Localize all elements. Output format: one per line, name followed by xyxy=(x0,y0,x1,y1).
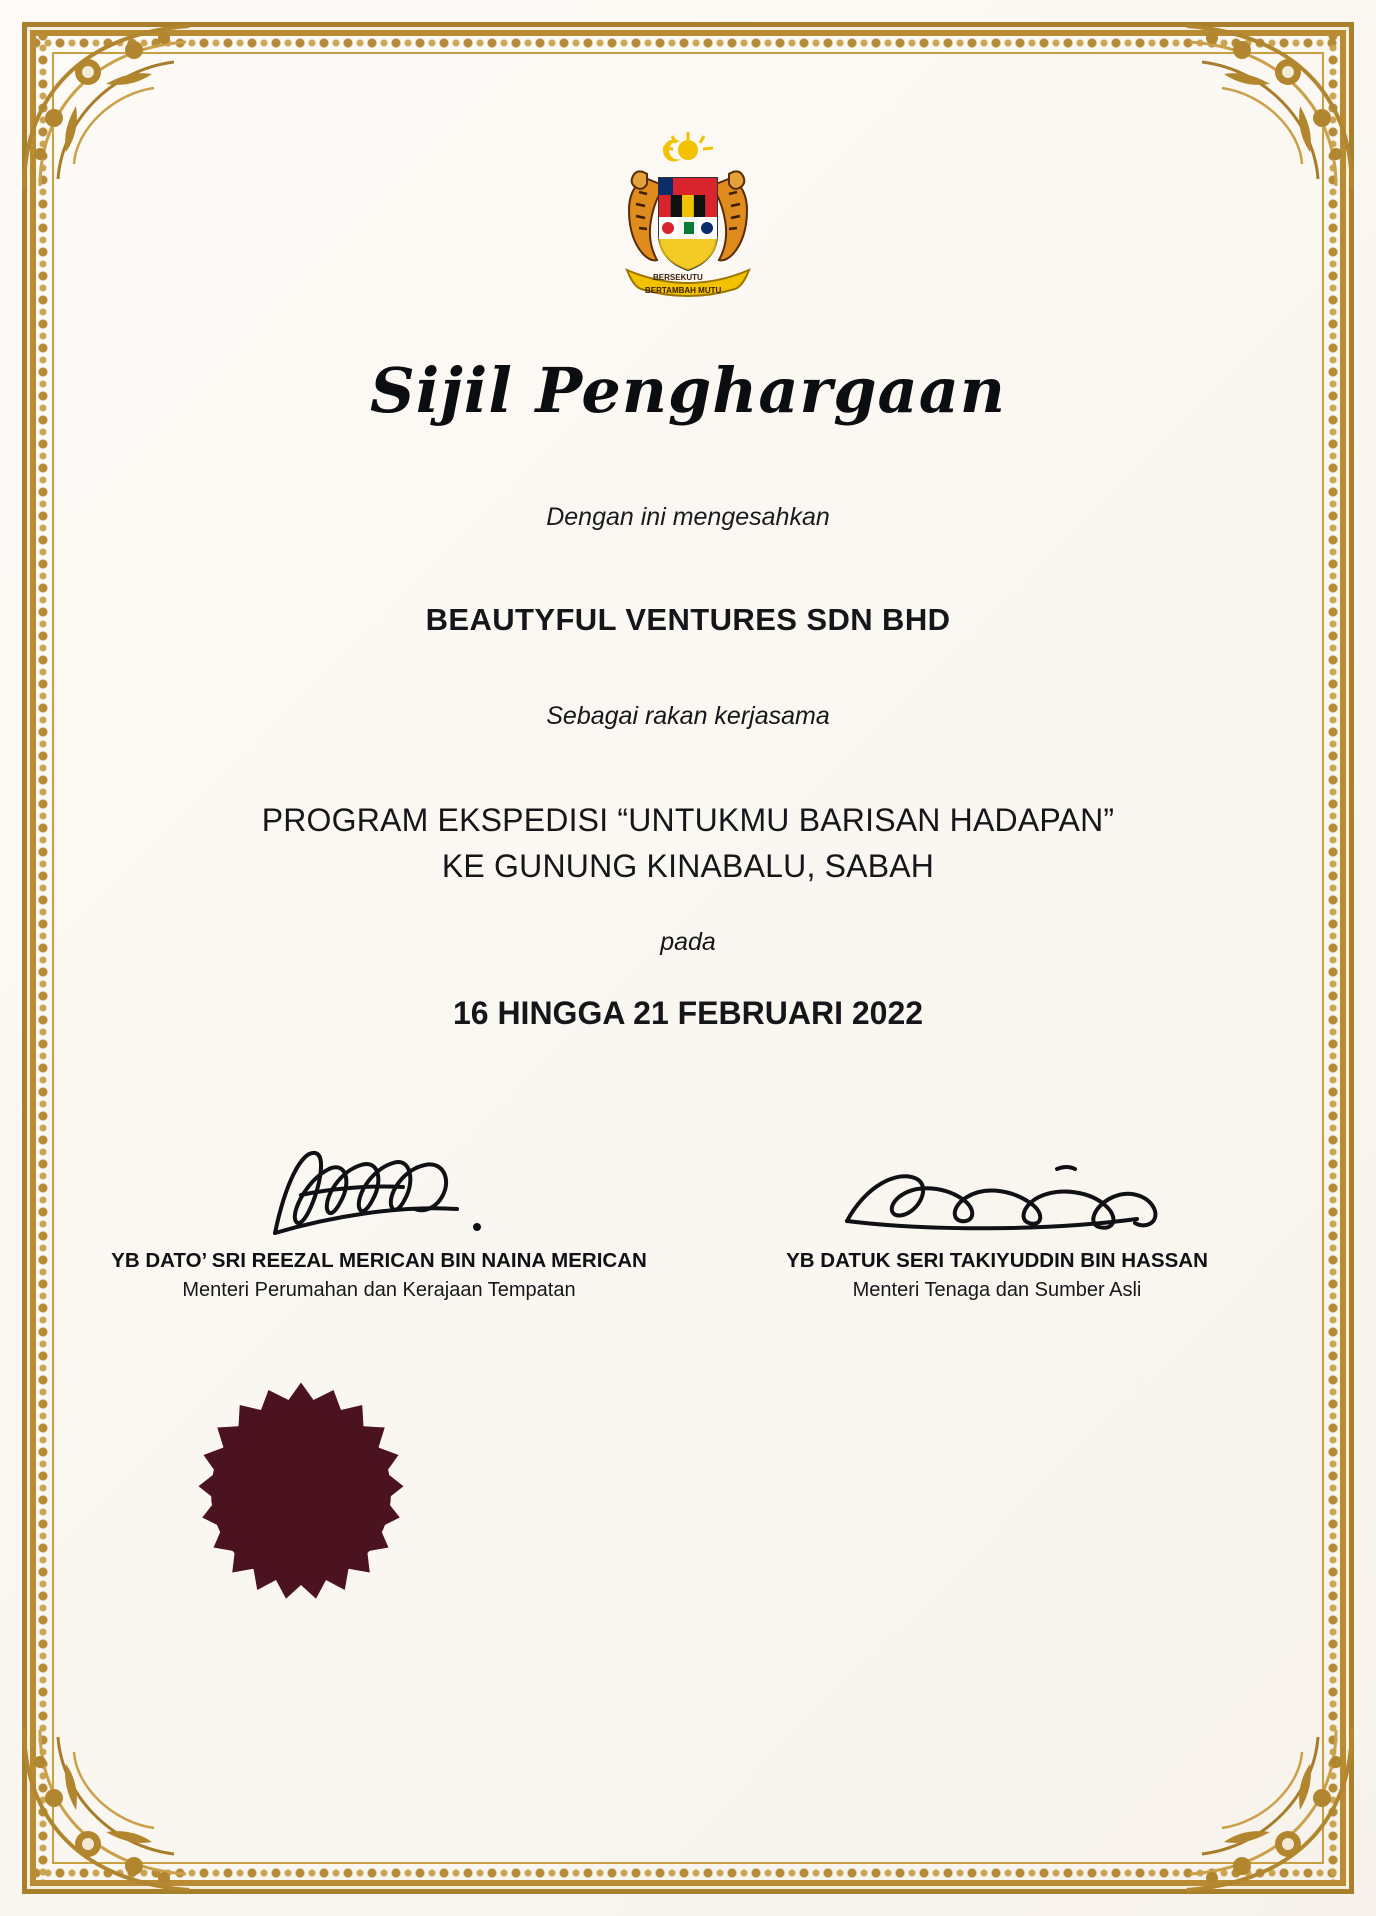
wax-seal-stamp xyxy=(176,1380,426,1630)
malaysia-coat-of-arms-icon xyxy=(583,130,793,320)
signatory-name-left: YB DATO’ SRI REEZAL MERICAN BIN NAINA MERICAN xyxy=(111,1249,647,1272)
svg-text:BERTAMBAH MUTU: BERTAMBAH MUTU xyxy=(645,286,722,295)
svg-text:BERSEKUTU: BERSEKUTU xyxy=(653,273,703,282)
signatory-role-right: Menteri Tenaga dan Sumber Asli xyxy=(852,1279,1142,1301)
signature-block-left xyxy=(70,1135,688,1302)
program-line-1: PROGRAM EKSPEDISI “UNTUKMU BARISAN HADAPAN” xyxy=(261,802,1115,838)
date-value: 16 HINGGA 21 FEBRUARI 2022 xyxy=(452,994,924,1031)
program-description xyxy=(90,797,1286,890)
handwritten-signature-icon xyxy=(688,1135,1306,1245)
handwritten-signature-icon xyxy=(70,1135,688,1245)
recipient-role-line: Sebagai rakan kerjasama xyxy=(546,702,830,730)
signatory-name-right: YB DATUK SERI TAKIYUDDIN BIN HASSAN xyxy=(786,1249,1208,1272)
program-line-2: KE GUNUNG KINABALU, SABAH xyxy=(441,848,935,885)
certificate-content xyxy=(90,100,1286,1032)
signature-block-right xyxy=(688,1135,1306,1302)
recipient-name: BEAUTYFUL VENTURES SDN BHD xyxy=(425,602,951,637)
signature-section xyxy=(70,1135,1306,1302)
date-label: pada xyxy=(660,927,716,956)
signatory-role-left: Menteri Perumahan dan Kerajaan Tempatan xyxy=(182,1279,576,1301)
page-title: Sijil Penghargaan xyxy=(370,354,1006,427)
confirmation-line: Dengan ini mengesahkan xyxy=(546,503,830,531)
